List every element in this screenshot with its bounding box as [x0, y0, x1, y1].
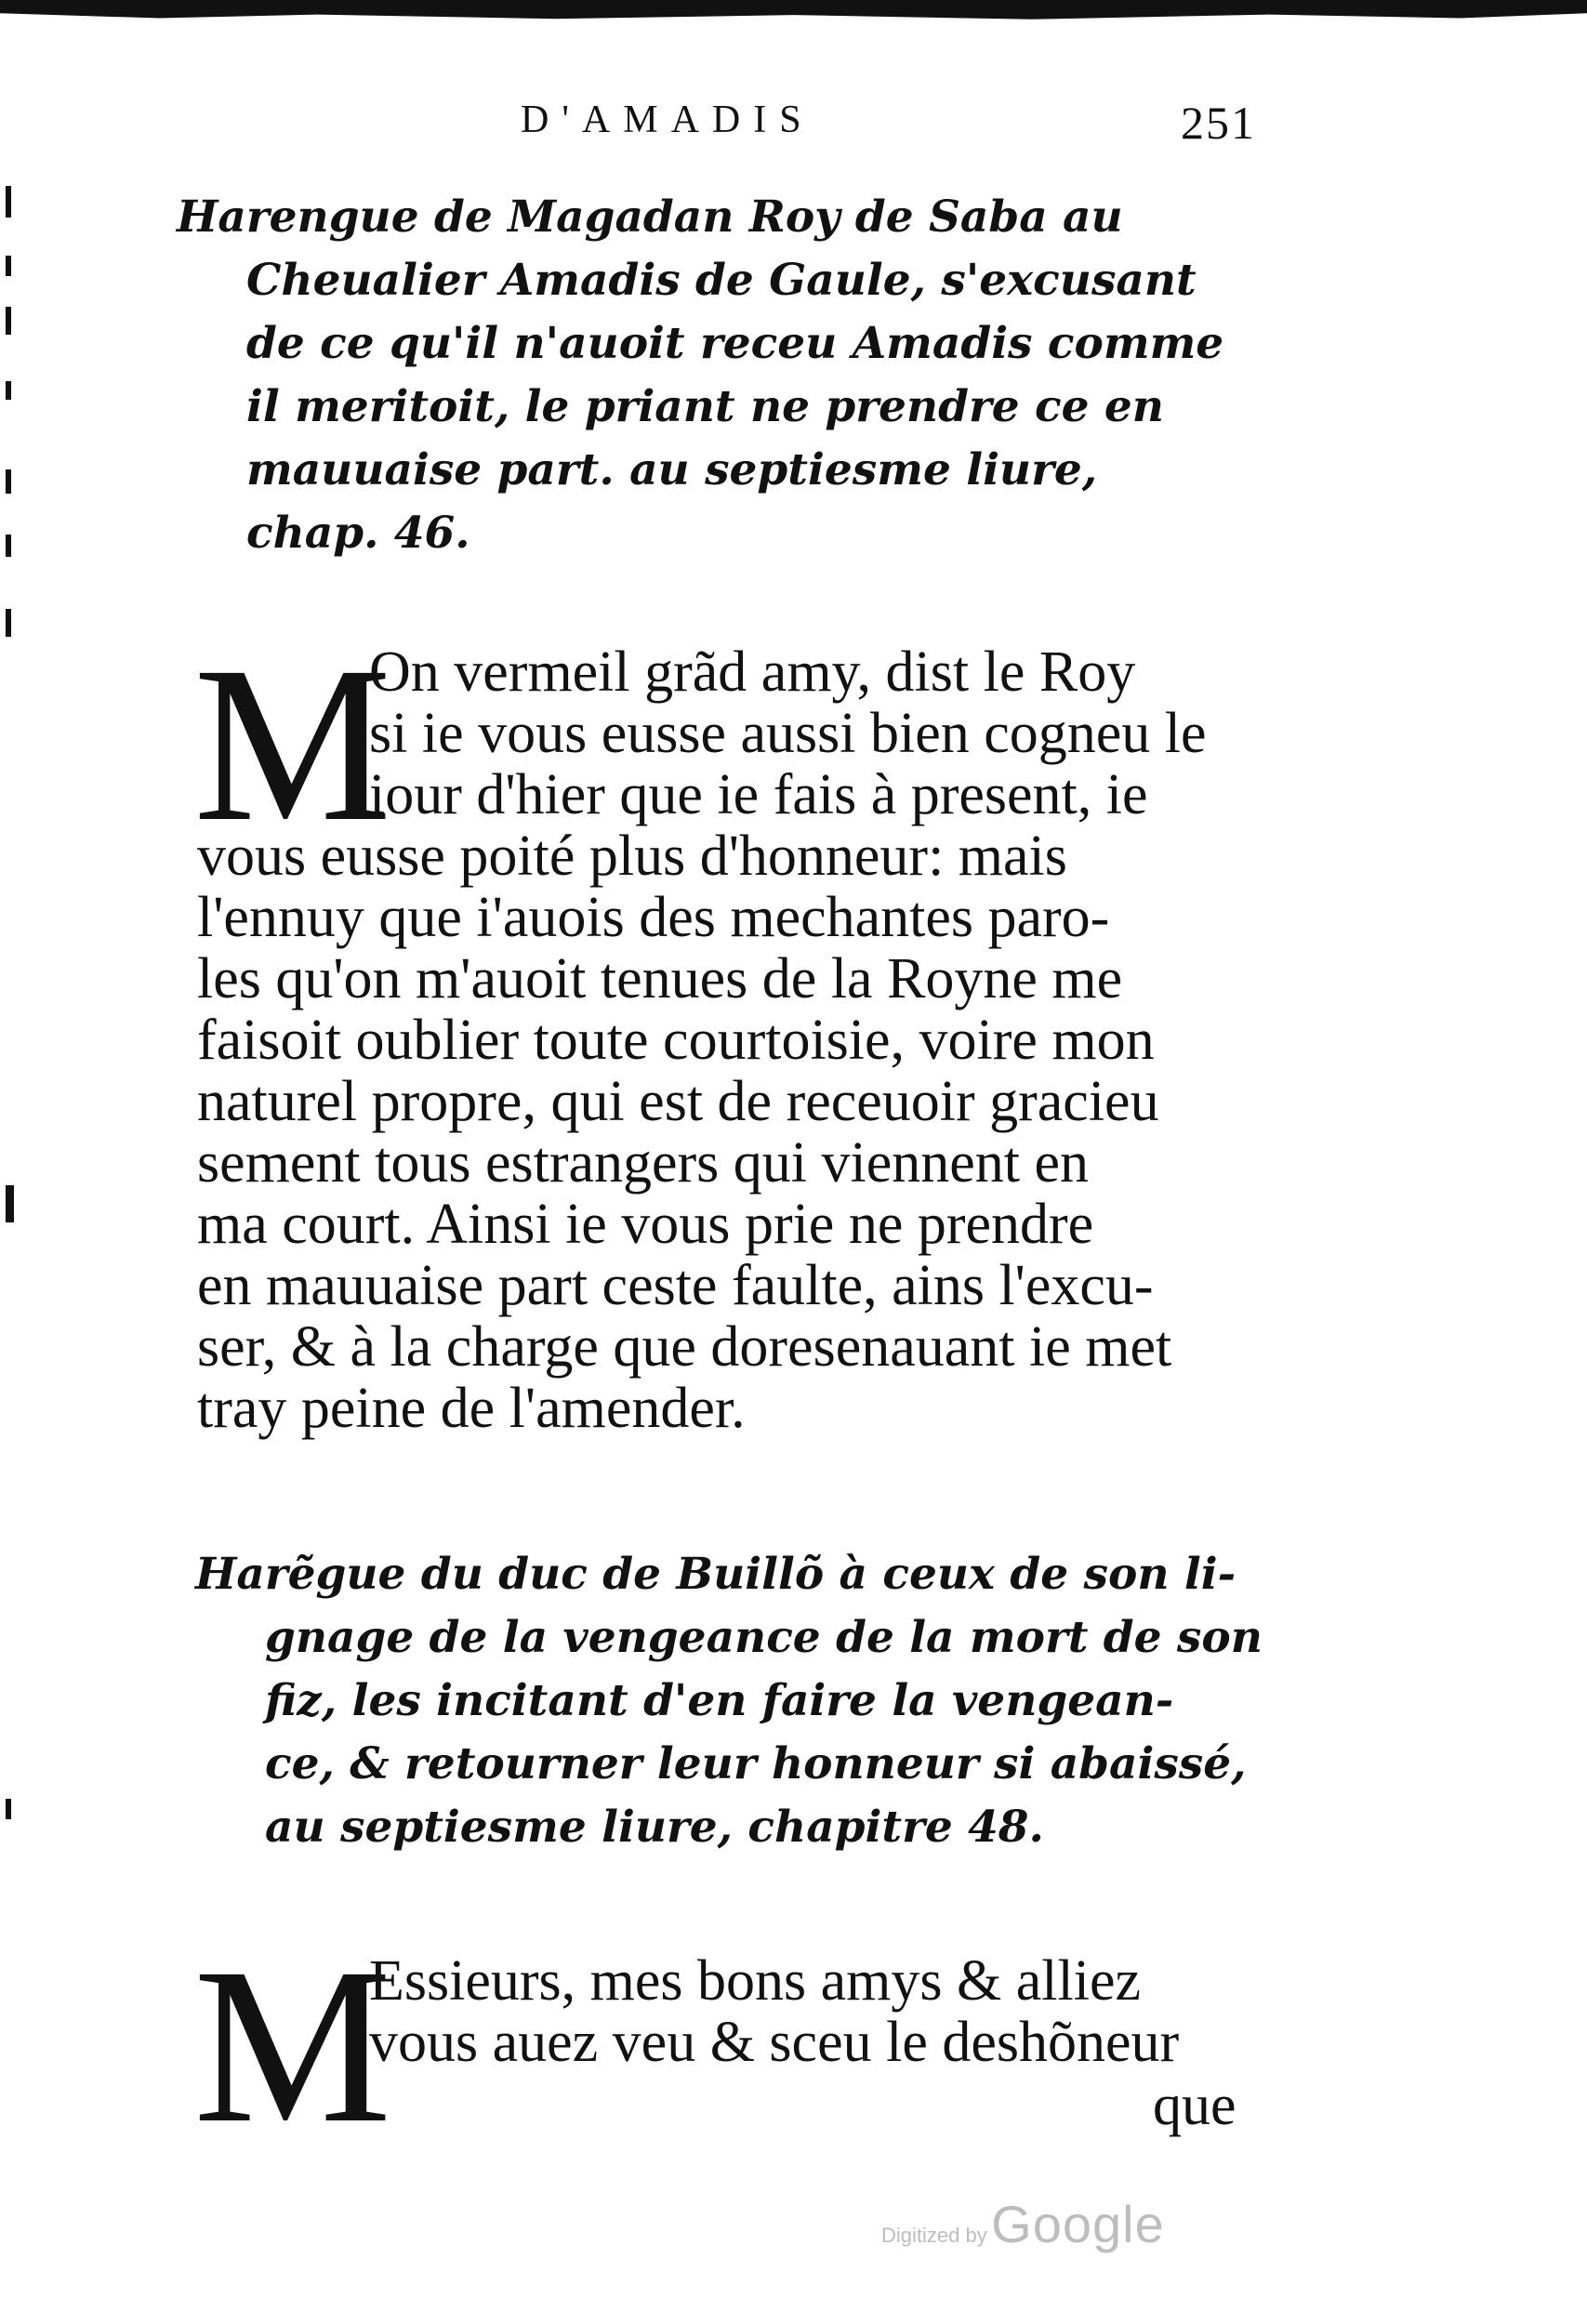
page-number: 251 — [1181, 97, 1256, 149]
paragraph-line: iour d'hier que ie fais à present, ie — [369, 763, 1148, 826]
paragraph-line: On vermeil grãd amy, dist le Roy — [369, 640, 1136, 704]
paragraph-line: tray peine de l'amender. — [197, 1377, 746, 1440]
heading-line: chap. 46. — [246, 508, 470, 559]
watermark-prefix: Digitized by — [881, 2224, 987, 2247]
google-logo: Google — [991, 2195, 1165, 2253]
paragraph-line: ma court. Ainsi ie vous prie ne prendre — [197, 1193, 1094, 1256]
paragraph-line: l'ennuy que i'auois des mechantes paro- — [197, 886, 1110, 949]
paragraph-line: naturel propre, qui est de receuoir gracieu — [197, 1070, 1159, 1133]
heading-line: Cheualier Amadis de Gaule, s'excusant — [246, 255, 1197, 306]
speech-paragraph-1 — [197, 641, 1248, 1439]
heading-line: de ce qu'il n'auoit receu Amadis comme — [246, 318, 1224, 369]
heading-line: Harẽgue du duc de Buillõ à ceux de son li- — [195, 1549, 1237, 1600]
heading-line: Harengue de Magadan Roy de Saba au — [177, 191, 1123, 243]
paragraph-line: Essieurs, mes bons amys & alliez — [369, 1949, 1141, 2013]
page-top-edge — [0, 0, 1587, 24]
paragraph-line: les qu'on m'auoit tenues de la Royne me — [197, 947, 1123, 1010]
speech-paragraph-2 — [197, 1950, 1248, 2073]
heading-line: au septiesme liure, chapitre 48. — [265, 1802, 1044, 1853]
paragraph-line: en mauuaise part ceste faulte, ains l'excu- — [197, 1254, 1154, 1317]
heading-line: gnage de la vengeance de la mort de son — [265, 1612, 1263, 1663]
heading-line: mauuaise part. au septiesme liure, — [246, 444, 1098, 495]
heading-line: fiz, les incitant d'en faire la vengean- — [265, 1675, 1174, 1726]
digitized-watermark — [881, 2194, 1165, 2254]
drop-cap: M — [193, 620, 392, 867]
paragraph-line: vous eusse poité plus d'honneur: mais — [197, 825, 1067, 888]
paragraph-line: vous auez veu & sceu le deshõneur — [369, 2011, 1180, 2074]
drop-cap: M — [193, 1921, 392, 2169]
paragraph-line: si ie vous eusse aussi bien cogneu le — [369, 702, 1207, 765]
paragraph-line: ser, & à la charge que doresenauant ie met — [197, 1315, 1172, 1379]
speech-heading-1 — [177, 186, 1246, 565]
heading-line: il meritoit, le priant ne prendre ce en — [246, 381, 1164, 432]
paragraph-line: sement tous estrangers qui viennent en — [197, 1131, 1090, 1195]
speech-heading-2 — [195, 1543, 1263, 1859]
paragraph-line: faisoit oublier toute courtoisie, voire mon — [197, 1009, 1155, 1072]
running-head — [0, 98, 1587, 153]
catchword: que — [1153, 2074, 1237, 2137]
heading-line: ce, & retourner leur honneur si abaissé, — [265, 1738, 1247, 1789]
running-title: D'AMADIS — [521, 99, 814, 141]
left-margin-bleed — [0, 167, 28, 1934]
